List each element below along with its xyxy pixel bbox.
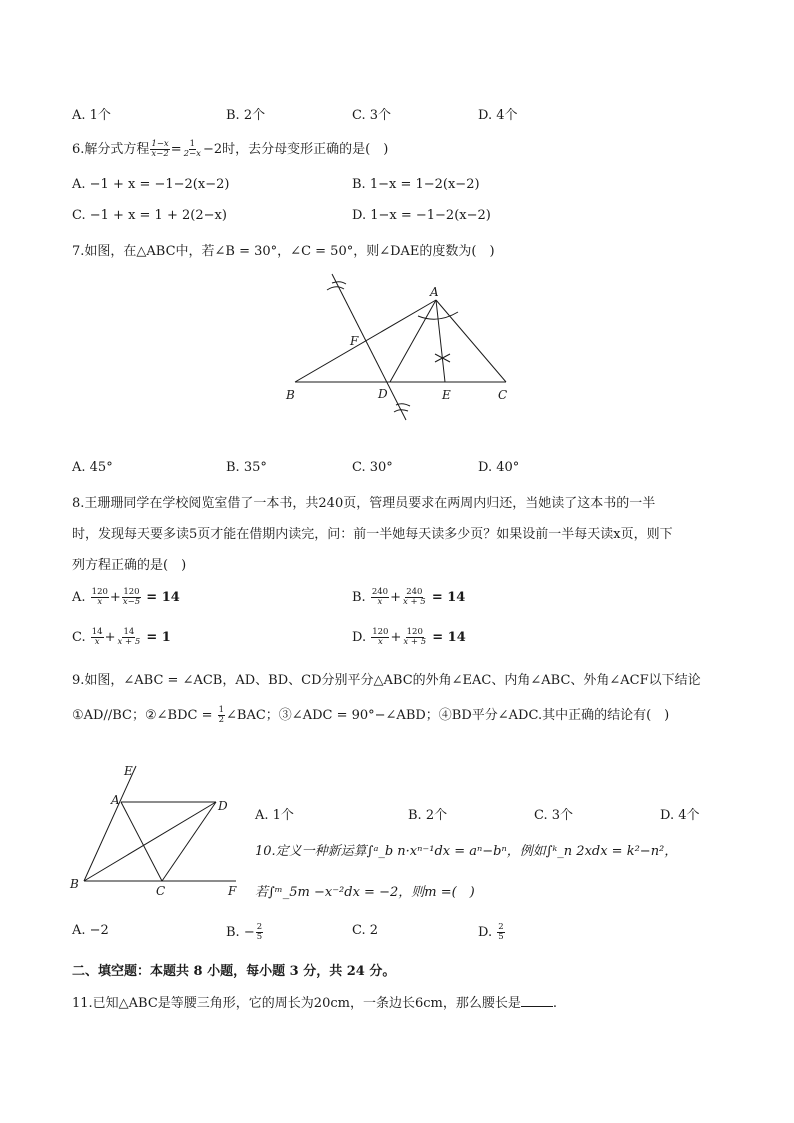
q10-stem-line1: 10.定义一种新运算∫ᵃ_b n·xⁿ⁻¹dx = aⁿ−bⁿ，例如∫ᵏ_n 2xdx = k²−n²，	[255, 844, 678, 859]
q11-answer-blank	[521, 994, 553, 1007]
q9-figure	[66, 758, 246, 898]
q6-option-d: D. 1−x = −1−2(x−2)	[352, 208, 491, 223]
q6-option-b: B. 1−x = 1−2(x−2)	[352, 177, 480, 192]
q7-label-a: A	[430, 285, 439, 299]
q9-option-b: B. 2个	[408, 808, 448, 823]
q9-label-e: E	[124, 764, 133, 778]
q9-option-c: C. 3个	[534, 808, 574, 823]
q7-segment-ad	[390, 300, 436, 382]
q9-option-a: A. 1个	[255, 808, 294, 823]
q9-segment-cd	[162, 802, 216, 881]
q10-stem-line2: 若∫ᵐ_5m −x⁻²dx = −2，则m =( )	[255, 885, 475, 900]
q7-perpendicular-bisector	[332, 274, 406, 420]
q10-option-a: A. −2	[72, 923, 109, 938]
q8-stem-line3: 列方程正确的是( )	[72, 558, 187, 573]
q9-label-f: F	[228, 884, 237, 898]
q9-option-d: D. 4个	[660, 808, 700, 823]
q5-option-d: D. 4个	[478, 108, 518, 123]
q7-stem: 7.如图，在△ABC中，若∠B = 30°，∠C = 50°，则∠DAE的度数为( )	[72, 244, 495, 259]
q10-option-b: B. − $\frac{2}{5}$	[226, 922, 263, 942]
q8-option-b: B. $\frac{240}{x}$ + $\frac{240}{x + 5}$ = 14	[352, 587, 466, 607]
q7-arc-mark-top	[332, 282, 346, 284]
q9-line-be	[84, 766, 136, 881]
q9-stem-line1: 9.如图，∠ABC = ∠ACB，AD、BD、CD分别平分△ABC的外角∠EAC、内角∠ABC、外角∠ACF以下结论	[72, 673, 701, 688]
q7-label-f: F	[350, 334, 359, 348]
q7-label-e: E	[442, 388, 451, 402]
q10-option-c: C. 2	[352, 923, 379, 938]
q6-option-c: C. −1 + x = 1 + 2(2−x)	[72, 208, 227, 223]
q9-stem-line2: ①AD//BC；②∠BDC = $\frac{1}{2}$ ∠BAC；③∠ADC = 90°−∠ABD；④BD平分∠ADC.其中正确的结论有( )	[72, 705, 670, 725]
q7-segment-ae	[436, 300, 445, 382]
q7-label-c: C	[498, 388, 508, 402]
q6-option-a: A. −1 + x = −1−2(x−2)	[72, 177, 230, 192]
section-fill-in-title: 二、填空题：本题共 8 小题，每小题 3 分，共 24 分。	[72, 964, 396, 979]
q9-label-d: D	[218, 799, 228, 813]
q10-option-d: D. $\frac{2}{5}$	[478, 922, 504, 942]
q5-option-a: A. 1个	[72, 108, 111, 123]
q7-arc-mark-top2	[327, 287, 344, 290]
q8-option-a: A. $\frac{120}{x}$ + $\frac{120}{x-5}$ = 14	[72, 587, 180, 607]
q9-segment-bd	[84, 802, 216, 881]
q11-stem: 11.已知△ABC是等腰三角形，它的周长为20cm，一条边长6cm，那么腰长是 .	[72, 996, 557, 1011]
q6-stem: 6.解分式方程 $\frac{1-x}{x-2}$ = $\frac{1}{2-x}$ −2时，去分母变形正确的是( )	[72, 139, 389, 159]
q8-stem-line1: 8.王珊珊同学在学校阅览室借了一本书，共240页，管理员要求在两周内归还，当她读了这本书的一半	[72, 496, 656, 511]
q8-stem-line2: 时，发现每天要多读5页才能在借期内读完，问：前一半她每天读多少页？如果设前一半每天读x页，则下	[72, 527, 673, 542]
q7-option-b: B. 35°	[226, 460, 267, 475]
q7-label-b: B	[286, 388, 295, 402]
q7-label-d: D	[378, 387, 388, 401]
q8-option-d: D. $\frac{120}{x}$ + $\frac{120}{x + 5}$ = 14	[352, 627, 466, 647]
q7-option-c: C. 30°	[352, 460, 393, 475]
q8-option-c: C. $\frac{14}{x}$ + $\frac{14}{x + 5}$ = 1	[72, 627, 171, 647]
q9-label-a: A	[111, 793, 120, 807]
q7-side-ac	[436, 300, 506, 382]
q5-option-b: B. 2个	[226, 108, 266, 123]
q9-segment-ac	[121, 802, 162, 881]
q7-option-a: A. 45°	[72, 460, 113, 475]
q9-label-c: C	[156, 884, 166, 898]
q5-option-c: C. 3个	[352, 108, 392, 123]
q7-option-d: D. 40°	[478, 460, 520, 475]
q7-triangle-figure	[280, 262, 520, 426]
q9-label-b: B	[70, 877, 79, 891]
